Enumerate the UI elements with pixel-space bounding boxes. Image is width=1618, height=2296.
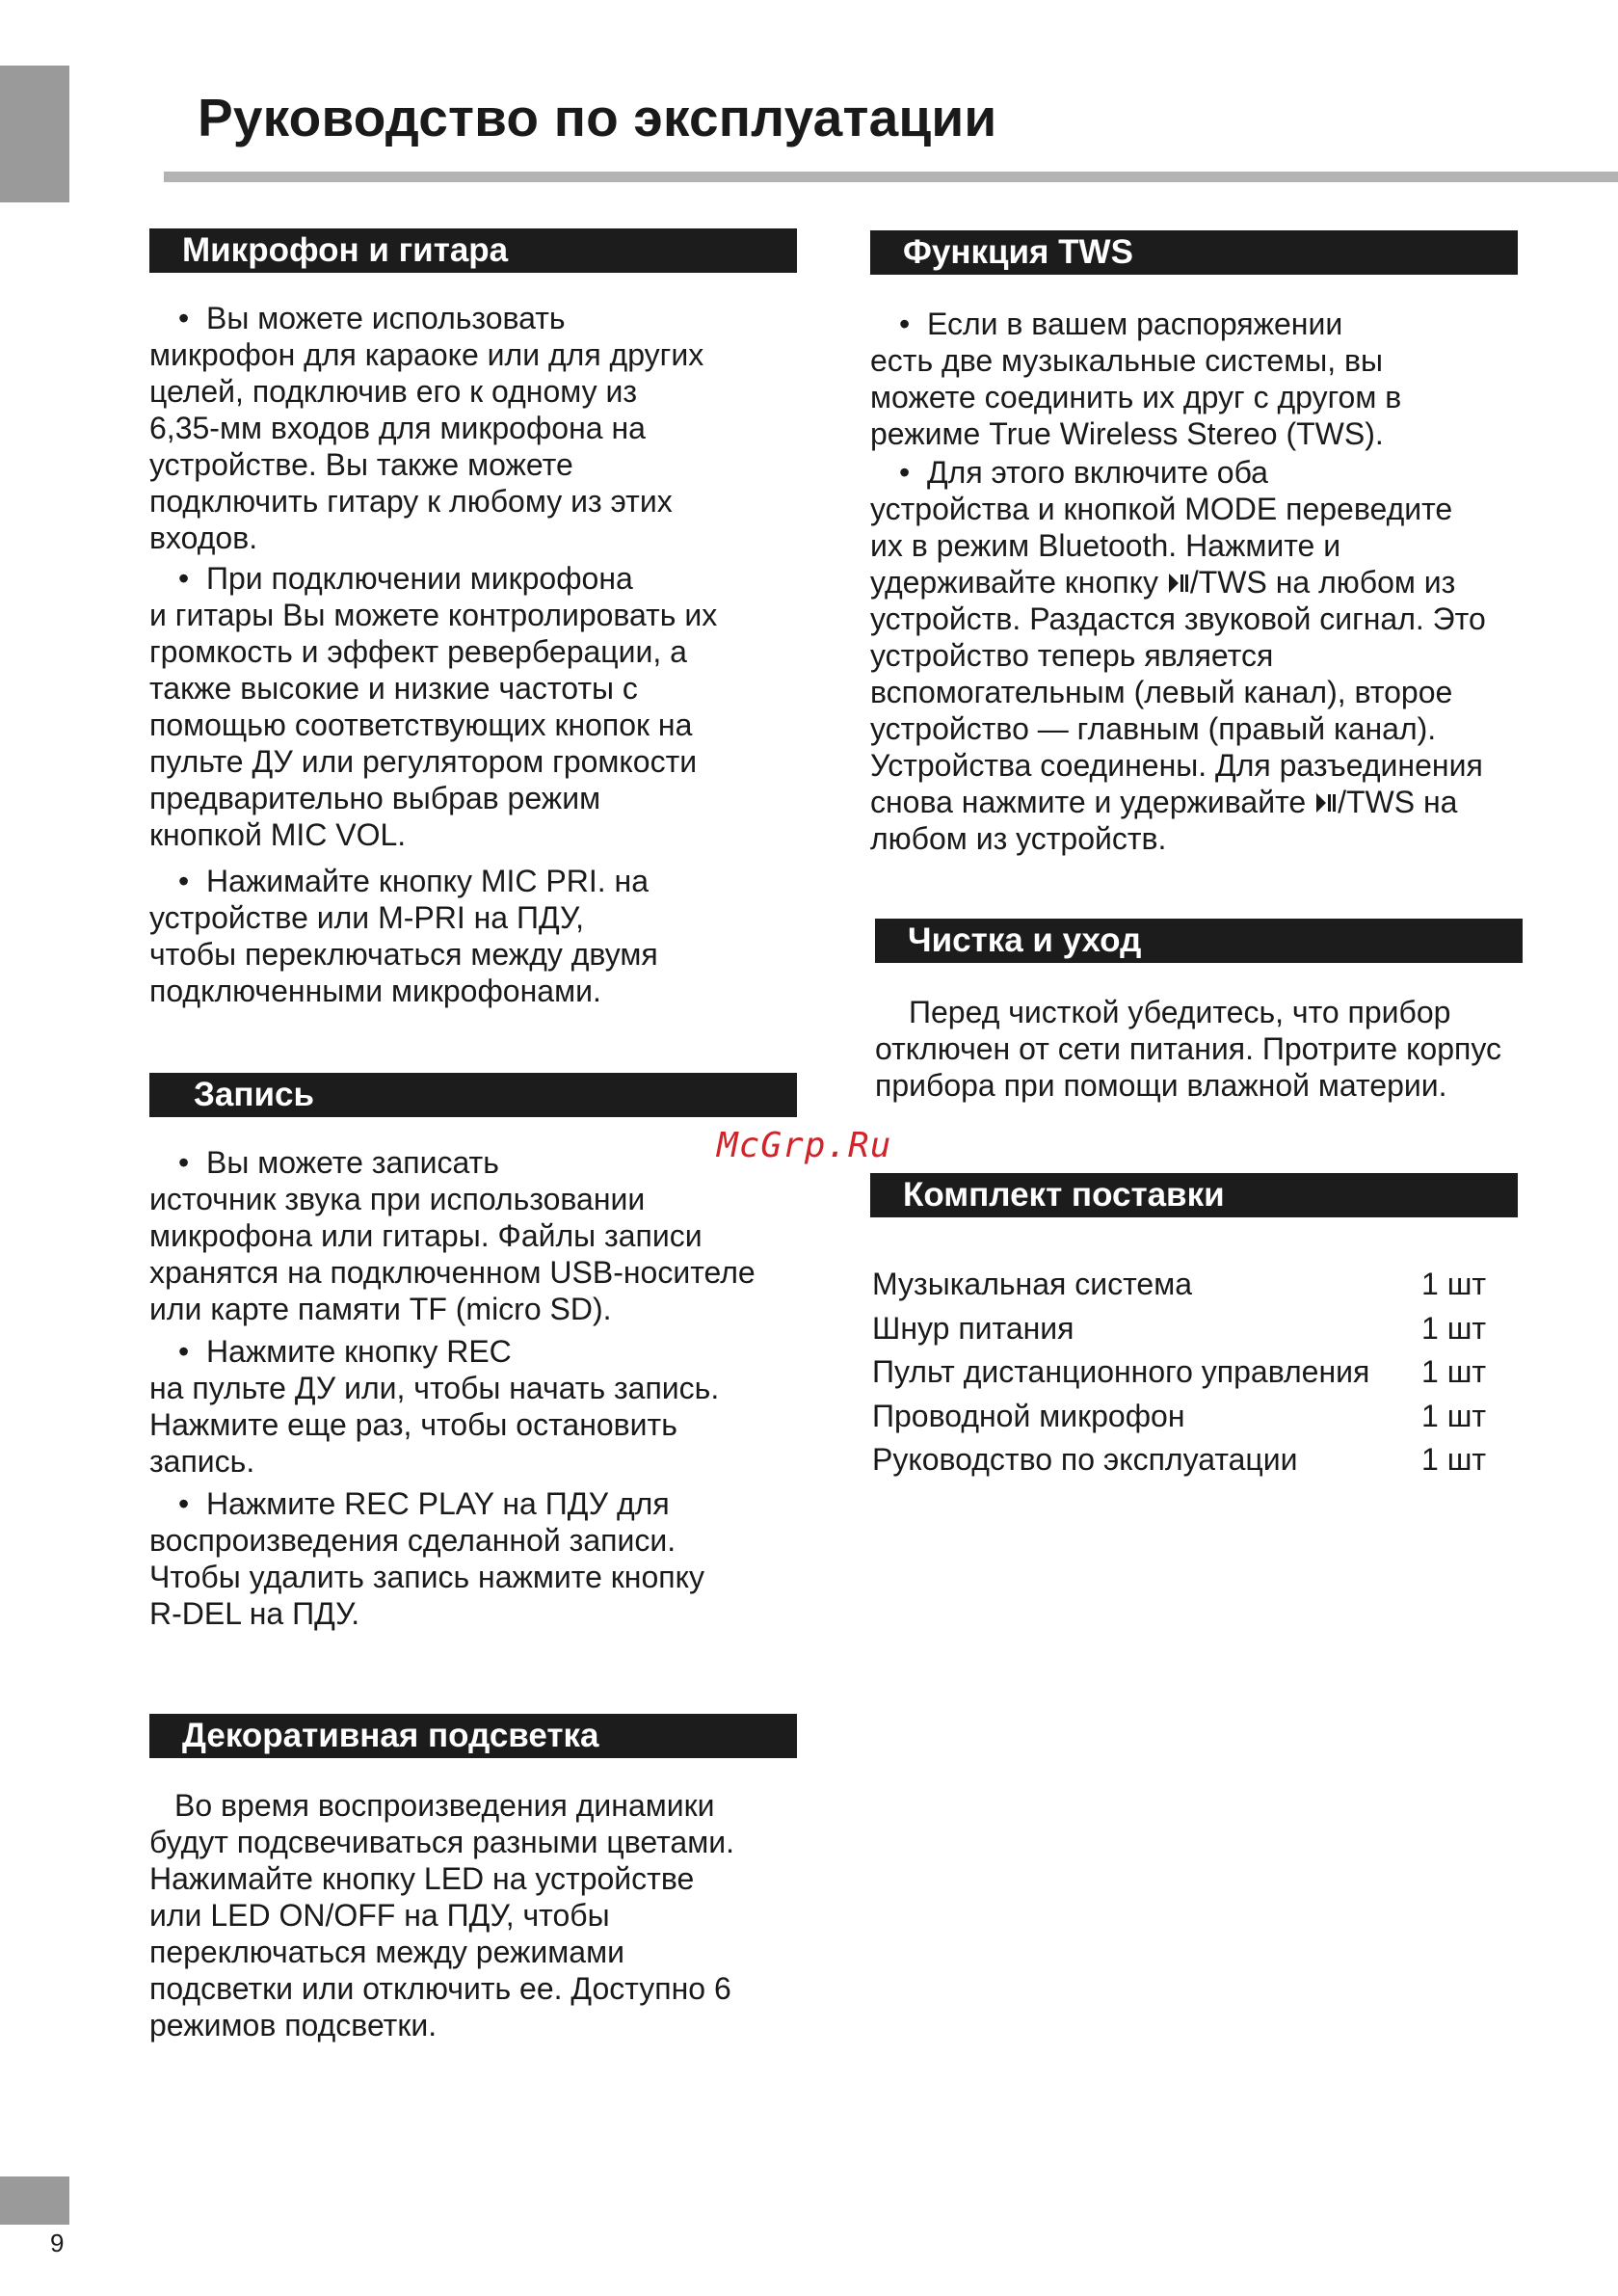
text-line: целей, подключив его к одному из bbox=[149, 374, 638, 409]
text-line: устройства и кнопкой MODE переведите bbox=[870, 492, 1453, 526]
text-line: и гитары Вы можете контролировать их bbox=[149, 598, 718, 632]
text-line: подключить гитару к любому из этих bbox=[149, 484, 673, 519]
text-line: запись. bbox=[149, 1444, 255, 1479]
item-qty: 1 шт bbox=[1421, 1310, 1487, 1346]
item-name: Руководство по эксплуатации bbox=[872, 1442, 1298, 1478]
section-led bbox=[149, 1714, 797, 2043]
page-tab-bottom bbox=[0, 2176, 69, 2225]
section-care bbox=[875, 919, 1523, 1104]
text-line: любом из устройств. bbox=[870, 821, 1167, 856]
text-line: или LED ON/OFF на ПДУ, чтобы bbox=[149, 1898, 610, 1933]
item-qty: 1 шт bbox=[1421, 1442, 1487, 1478]
text-line: режиме True Wireless Stereo (TWS). bbox=[870, 416, 1384, 451]
text-line: можете соединить их друг с другом в bbox=[870, 380, 1402, 414]
section-heading: Функция TWS bbox=[870, 230, 1518, 275]
text-line: микрофона или гитары. Файлы записи bbox=[149, 1218, 703, 1253]
item-name: Шнур питания bbox=[872, 1310, 1074, 1346]
text-line: также высокие и низкие частоты с bbox=[149, 671, 638, 706]
text-line: подсветки или отключить ее. Доступно 6 bbox=[149, 1971, 731, 2006]
kit-table bbox=[872, 1263, 1499, 1482]
bullet-line: • Если в вашем распоряжении bbox=[899, 307, 1343, 341]
text-line: Нажимайте кнопку LED на устройстве bbox=[149, 1861, 695, 1896]
text-line: подключенными микрофонами. bbox=[149, 974, 601, 1008]
item-name: Пульт дистанционного управления bbox=[872, 1354, 1370, 1390]
page-title: Руководство по эксплуатации bbox=[198, 88, 997, 147]
text-line: их в режим Bluetooth. Нажмите и bbox=[870, 528, 1341, 563]
text-line: источник звука при использовании bbox=[149, 1182, 646, 1216]
text-line: микрофон для караоке или для других bbox=[149, 337, 704, 372]
text-line: Чтобы удалить запись нажмите кнопку bbox=[149, 1560, 704, 1594]
paragraph bbox=[870, 454, 1518, 857]
bullet-line: • Нажмите кнопку REC bbox=[178, 1334, 512, 1369]
bullet-line: • Вы можете использовать bbox=[178, 301, 566, 335]
text-line: устройств. Раздастся звуковой сигнал. Это bbox=[870, 601, 1486, 636]
paragraph bbox=[149, 1787, 797, 2043]
text-line: устройство теперь является bbox=[870, 638, 1274, 673]
text-line: чтобы переключаться между двумя bbox=[149, 937, 658, 972]
text-line: вспомогательным (левый канал), второе bbox=[870, 675, 1453, 709]
paragraph bbox=[875, 994, 1523, 1104]
item-name: Проводной микрофон bbox=[872, 1398, 1185, 1433]
paragraph bbox=[149, 1144, 797, 1327]
paragraph bbox=[149, 863, 797, 1009]
watermark: McGrp.Ru bbox=[717, 1126, 892, 1165]
text-line: удерживайте кнопку /TWS на любом из bbox=[870, 565, 1456, 600]
paragraph bbox=[149, 300, 797, 556]
text-line: входов. bbox=[149, 521, 258, 555]
text-line: устройство — главным (правый канал). bbox=[870, 711, 1437, 746]
bullet-line: • Вы можете записать bbox=[178, 1145, 499, 1180]
text-line: переключаться между режимами bbox=[149, 1935, 624, 1969]
paragraph bbox=[870, 306, 1518, 452]
section-kit bbox=[870, 1173, 1518, 1217]
table-row bbox=[872, 1307, 1499, 1351]
text-line: устройстве. Вы также можете bbox=[149, 447, 573, 482]
table-row bbox=[872, 1395, 1499, 1439]
page-number: 9 bbox=[50, 2229, 65, 2257]
text-line: или карте памяти TF (micro SD). bbox=[149, 1292, 612, 1326]
bullet-line: • Для этого включите оба bbox=[899, 455, 1268, 490]
text-line: режимов подсветки. bbox=[149, 2008, 438, 2042]
text-line: R-DEL на ПДУ. bbox=[149, 1596, 360, 1631]
bullet-line: • При подключении микрофона bbox=[178, 561, 633, 596]
paragraph bbox=[149, 560, 797, 853]
section-tws bbox=[870, 230, 1518, 857]
text-line: Нажмите еще раз, чтобы остановить bbox=[149, 1407, 677, 1442]
text-line: снова нажмите и удерживайте /TWS на bbox=[870, 785, 1458, 819]
item-name: Музыкальная система bbox=[872, 1267, 1192, 1302]
paragraph bbox=[149, 1485, 797, 1632]
play-pause-icon bbox=[1314, 790, 1338, 815]
section-heading: Чистка и уход bbox=[875, 919, 1523, 963]
item-qty: 1 шт bbox=[1421, 1398, 1487, 1433]
text-line: предварительно выбрав режим bbox=[149, 781, 601, 815]
text-line: отключен от сети питания. Протрите корпус bbox=[875, 1031, 1501, 1066]
text-line: будут подсвечиваться разными цветами. bbox=[149, 1825, 734, 1859]
item-qty: 1 шт bbox=[1421, 1354, 1487, 1390]
text-line: кнопкой MIC VOL. bbox=[149, 817, 407, 852]
table-row bbox=[872, 1350, 1499, 1395]
text-line: хранятся на подключенном USB-носителе bbox=[149, 1255, 756, 1290]
bullet-line: • Нажмите REC PLAY на ПДУ для bbox=[178, 1486, 670, 1521]
section-heading: Комплект поставки bbox=[870, 1173, 1518, 1217]
text-line: громкость и эффект реверберации, а bbox=[149, 634, 687, 669]
section-heading: Запись bbox=[149, 1073, 797, 1117]
section-heading: Микрофон и гитара bbox=[149, 228, 797, 273]
section-rec bbox=[149, 1073, 797, 1632]
page-tab-top bbox=[0, 66, 69, 202]
text-line: Во время воспроизведения динамики bbox=[174, 1788, 715, 1823]
text-line: 6,35-мм входов для микрофона на bbox=[149, 411, 646, 445]
section-mic bbox=[149, 228, 797, 1009]
table-row bbox=[872, 1263, 1499, 1307]
paragraph bbox=[149, 1333, 797, 1480]
title-rule bbox=[164, 172, 1618, 182]
table-row bbox=[872, 1438, 1499, 1482]
text-line: воспроизведения сделанной записи. bbox=[149, 1523, 676, 1558]
text-line: пульте ДУ или регулятором громкости bbox=[149, 744, 698, 779]
play-pause-icon bbox=[1167, 571, 1190, 596]
text-line: прибора при помощи влажной материи. bbox=[875, 1068, 1447, 1103]
text-line: Перед чисткой убедитесь, что прибор bbox=[909, 995, 1451, 1029]
text-line: помощью соответствующих кнопок на bbox=[149, 707, 693, 742]
text-line: есть две музыкальные системы, вы bbox=[870, 343, 1383, 378]
item-qty: 1 шт bbox=[1421, 1267, 1487, 1302]
section-heading: Декоративная подсветка bbox=[149, 1714, 797, 1758]
text-line: Устройства соединены. Для разъединения bbox=[870, 748, 1483, 783]
bullet-line: • Нажимайте кнопку MIC PRI. на bbox=[178, 864, 650, 898]
text-line: на пульте ДУ или, чтобы начать запись. bbox=[149, 1371, 720, 1405]
text-line: устройстве или M-PRI на ПДУ, bbox=[149, 900, 584, 935]
